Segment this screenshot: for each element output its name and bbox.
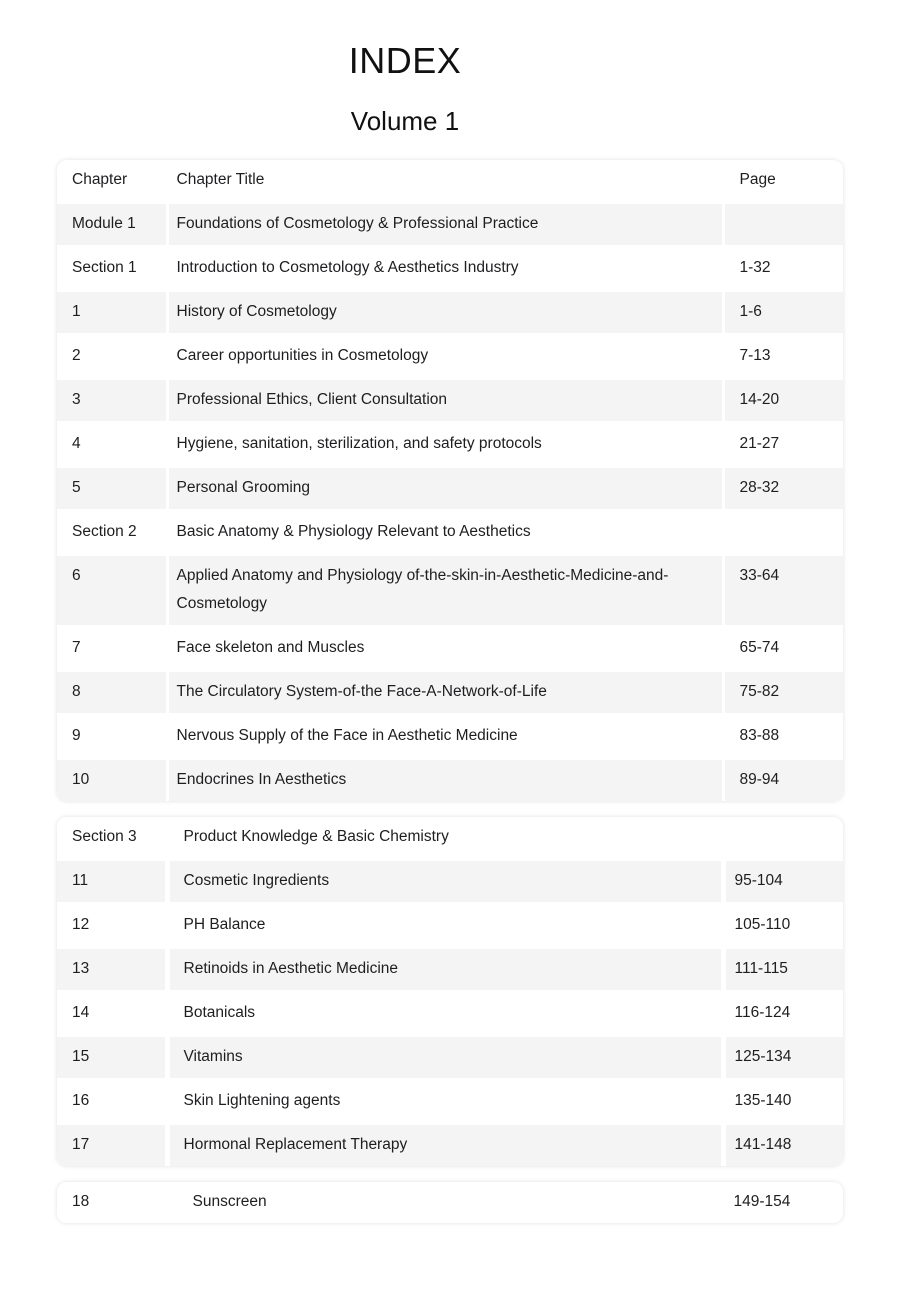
page-cell: 89-94 [723, 759, 843, 802]
chapter-row [57, 423, 843, 467]
chapter-cell: 2 [57, 335, 167, 379]
page-cell [723, 817, 843, 860]
chapter-title-cell: Introduction to Cosmetology & Aesthetics Industry [167, 247, 723, 291]
chapter-row [57, 379, 843, 423]
chapter-row [57, 291, 843, 335]
chapter-title-cell: Hygiene, sanitation, sterilization, and safety protocols [167, 423, 723, 467]
chapter-cell: 11 [57, 860, 167, 904]
chapter-cell: 7 [57, 627, 167, 671]
chapter-row [57, 948, 843, 992]
chapter-title-cell: Endocrines In Aesthetics [167, 759, 723, 802]
chapter-row [57, 627, 843, 671]
chapter-title-header: Chapter Title [167, 160, 723, 203]
chapter-cell: 14 [57, 992, 167, 1036]
page-cell: 111-115 [723, 948, 843, 992]
page-cell: 65-74 [723, 627, 843, 671]
chapter-title-cell: Foundations of Cosmetology & Professional Practice [167, 203, 723, 247]
chapter-row [57, 555, 843, 627]
page-cell: 135-140 [723, 1080, 843, 1124]
chapter-cell: 16 [57, 1080, 167, 1124]
chapter-title-cell: Retinoids in Aesthetic Medicine [167, 948, 723, 992]
chapter-cell: Section 1 [57, 247, 167, 291]
chapter-cell: Module 1 [57, 203, 167, 247]
chapter-cell: 10 [57, 759, 167, 802]
chapter-cell: Section 2 [57, 511, 167, 555]
index-card-3 [57, 1182, 843, 1223]
page-cell: 95-104 [723, 860, 843, 904]
index-card-1 [57, 160, 843, 801]
chapter-row [57, 1182, 843, 1223]
chapter-cell: 12 [57, 904, 167, 948]
chapter-title-cell: History of Cosmetology [167, 291, 723, 335]
module-row [57, 203, 843, 247]
chapter-header: Chapter [57, 160, 167, 203]
index-table-2 [57, 817, 843, 1166]
chapter-cell: Section 3 [57, 817, 167, 860]
chapter-title-cell: The Circulatory System-of-the Face-A-Network-of-Life [167, 671, 723, 715]
section-row [57, 511, 843, 555]
page-cell: 1-6 [723, 291, 843, 335]
chapter-title-cell: Professional Ethics, Client Consultation [167, 379, 723, 423]
page-cell: 116-124 [723, 992, 843, 1036]
page-cell: 21-27 [723, 423, 843, 467]
page-cell: 83-88 [723, 715, 843, 759]
page-cell: 7-13 [723, 335, 843, 379]
chapter-cell: 17 [57, 1124, 167, 1167]
chapter-title-cell: Vitamins [167, 1036, 723, 1080]
chapter-cell: 3 [57, 379, 167, 423]
chapter-cell: 15 [57, 1036, 167, 1080]
chapter-title-cell: Nervous Supply of the Face in Aesthetic Medicine [167, 715, 723, 759]
page-cell: 105-110 [723, 904, 843, 948]
page-cell [723, 511, 843, 555]
chapter-row [57, 335, 843, 379]
page-cell: 14-20 [723, 379, 843, 423]
index-card-2 [57, 817, 843, 1166]
volume-subtitle: Volume 1 [350, 106, 460, 136]
chapter-row [57, 715, 843, 759]
chapter-row [57, 860, 843, 904]
chapter-cell: 8 [57, 671, 167, 715]
title-block [0, 40, 900, 136]
chapter-row [57, 467, 843, 511]
chapter-title-cell: Career opportunities in Cosmetology [167, 335, 723, 379]
chapter-title-cell: Applied Anatomy and Physiology of-the-skin-in-Aesthetic-Medicine-and-Cosmetology [167, 555, 723, 627]
page-cell: 75-82 [723, 671, 843, 715]
page-cell: 33-64 [723, 555, 843, 627]
chapter-cell: 13 [57, 948, 167, 992]
chapter-row [57, 1036, 843, 1080]
chapter-row [57, 904, 843, 948]
chapter-title-cell: Hormonal Replacement Therapy [167, 1124, 723, 1167]
chapter-row [57, 1124, 843, 1167]
chapter-row [57, 1080, 843, 1124]
chapter-title-cell: Face skeleton and Muscles [167, 627, 723, 671]
index-cards [0, 160, 900, 1223]
page-header: Page [723, 160, 843, 203]
header-row [57, 160, 843, 203]
chapter-title-cell: Basic Anatomy & Physiology Relevant to Aesthetics [167, 511, 723, 555]
chapter-row [57, 992, 843, 1036]
page-cell: 28-32 [723, 467, 843, 511]
chapter-row [57, 671, 843, 715]
chapter-cell: 9 [57, 715, 167, 759]
chapter-row [57, 759, 843, 802]
chapter-cell: 6 [57, 555, 167, 627]
chapter-cell: 1 [57, 291, 167, 335]
chapter-title-cell: Sunscreen [167, 1182, 723, 1223]
chapter-title-cell: Skin Lightening agents [167, 1080, 723, 1124]
chapter-title-cell: Product Knowledge & Basic Chemistry [167, 817, 723, 860]
index-table-1 [57, 160, 843, 801]
index-table-3 [57, 1182, 843, 1223]
chapter-title-cell: PH Balance [167, 904, 723, 948]
page-cell: 141-148 [723, 1124, 843, 1167]
page-cell: 125-134 [723, 1036, 843, 1080]
page-cell: 149-154 [723, 1182, 843, 1223]
chapter-title-cell: Botanicals [167, 992, 723, 1036]
chapter-cell: 5 [57, 467, 167, 511]
section-row [57, 817, 843, 860]
page-cell: 1-32 [723, 247, 843, 291]
chapter-title-cell: Cosmetic Ingredients [167, 860, 723, 904]
chapter-cell: 4 [57, 423, 167, 467]
chapter-title-cell: Personal Grooming [167, 467, 723, 511]
page-cell [723, 203, 843, 247]
section-row [57, 247, 843, 291]
page-title: INDEX [348, 40, 462, 81]
chapter-cell: 18 [57, 1182, 167, 1223]
